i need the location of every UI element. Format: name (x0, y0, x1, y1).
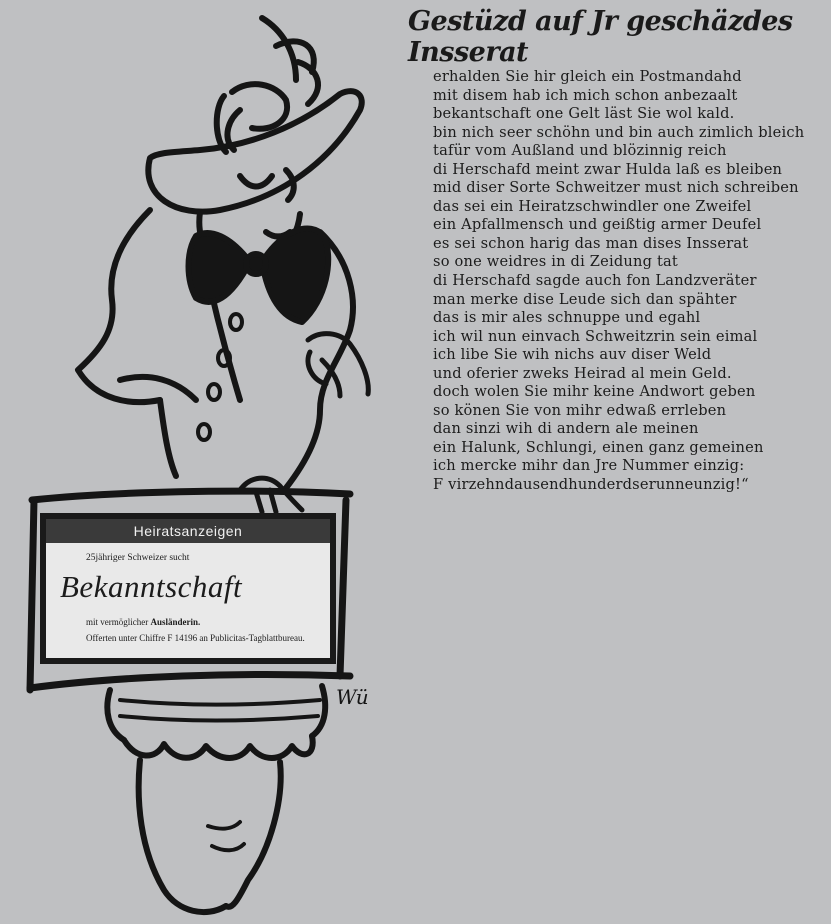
poem-line: ich mercke mihr dan Jre Nummer einzig: (433, 457, 745, 475)
newspaper-ad (40, 513, 336, 664)
ad-headline: Bekanntschaft (60, 569, 243, 604)
poem-line: man merke dise Leude sich dan spähter (433, 290, 737, 308)
poem-title: Gestüzd auf Jr geschäzdes Insserat (408, 6, 793, 68)
ad-subline (86, 617, 200, 627)
poem-line: erhalden Sie hir gleich ein Postmandahd (433, 68, 742, 85)
poem-line: di Herschafd sagde auch fon Landzveräter (433, 272, 757, 290)
legs-icon (139, 760, 281, 912)
ad-header: Heiratsanzeigen (46, 519, 330, 543)
poem-line: das sei ein Heiratzschwindler one Zweifel (433, 197, 752, 215)
poem-line: dan sinzi wih di andern ale meinen (433, 420, 699, 438)
poem-line: mit disem hab ich mich schon anbezaalt (433, 86, 738, 104)
poem-line: so könen Sie von mihr edwaß errleben (433, 401, 727, 419)
bow-tie-icon (189, 228, 329, 322)
poem-line: doch wolen Sie mihr keine Andwort geben (433, 383, 756, 401)
ad-subline-bold: Ausländerin. (150, 617, 201, 627)
poem-line: das is mir ales schnuppe und egahl (433, 309, 701, 327)
poem-line: di Herschafd meint zwar Hulda laß es bleiben (433, 160, 783, 178)
poem-line: F virzehndausendhunderdserunneunzig!“ (433, 476, 749, 494)
poem-line: und oferier zweks Heirad al mein Geld. (433, 364, 732, 382)
ad-contact-text: Offerten unter Chiffre F 14196 an Publicitas-Tagblattbureau. (86, 633, 305, 643)
poem-line: bekantschaft one Gelt läst Sie wol kald. (433, 105, 735, 123)
poem-line: mid diser Sorte Schweitzer must nich schreiben (433, 179, 799, 197)
poem-line: ein Apfallmensch und geißtig armer Deufel (433, 216, 762, 234)
poem-line: ein Halunk, Schlungi, einen ganz gemeinen (433, 438, 764, 456)
poem-line: es sei schon harig das man dises Insserat (433, 234, 749, 252)
skirt-icon (107, 686, 325, 758)
ad-subline-prefix: mit vermöglicher (86, 617, 151, 627)
poem-line: ich wil nun einvach Schweitzrin sein eimal (433, 327, 758, 345)
hat-icon (148, 91, 361, 211)
poem-line: so one weidres in di Zeidung tat (433, 253, 679, 271)
poem-line: tafür vom Außland und blözinnig reich (433, 142, 727, 160)
poem-line: bin nich seer schöhn und bin auch zimlich bleich (433, 123, 805, 141)
poem-text (433, 68, 829, 495)
ad-intro-text: 25jähriger Schweizer sucht (86, 553, 190, 563)
poem-line: ich libe Sie wih nichs auv diser Weld (433, 346, 712, 364)
artist-signature: Wü (336, 685, 369, 709)
pointing-hand-icon (308, 334, 368, 396)
